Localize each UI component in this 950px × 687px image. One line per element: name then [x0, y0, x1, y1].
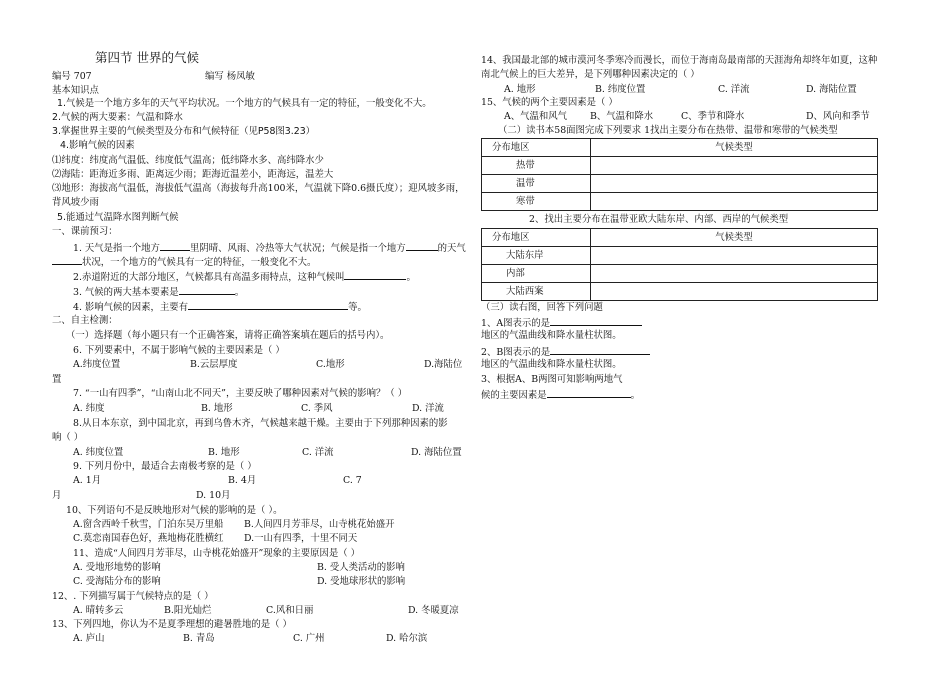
q9-option-c-cont: 月	[52, 490, 62, 501]
q12-option-c[interactable]: C.风和日丽	[266, 605, 314, 616]
preview-q1: 1. 天气是指一个地方 里阴晴、风雨、冷热等大气状况；气候是指一个地方 的天气	[73, 243, 466, 254]
q13-option-c[interactable]: C. 广州	[293, 633, 325, 644]
blank[interactable]	[344, 271, 406, 280]
q14-option-b[interactable]: B. 纬度位置	[595, 84, 646, 95]
q6-option-d-cont: 置	[52, 374, 62, 385]
q12-option-b[interactable]: B.阳光灿烂	[164, 605, 212, 616]
q10-option-d[interactable]: D.一山有四季，十里不同天	[244, 533, 358, 544]
table-row-label: 温带	[482, 175, 591, 193]
q10-option-a[interactable]: A.窗含西岭千秋雪，门泊东吴万里船	[73, 519, 224, 530]
q9-option-c[interactable]: C. 7	[343, 475, 362, 486]
knowledge-point-2: 2.气候的两大要素：气温和降水	[52, 112, 183, 123]
q6-option-d[interactable]: D.海陆位	[424, 359, 463, 370]
q11-option-b[interactable]: B. 受人类活动的影响	[317, 562, 405, 573]
question-7: 7. “一山有四季”，“山南山北不同天”，主要反映了哪种因素对气候的影响？（ ）	[73, 388, 408, 399]
q13-option-a[interactable]: A. 庐山	[73, 633, 105, 644]
climate-zone-table	[481, 138, 878, 211]
q14-option-a[interactable]: A. 地形	[504, 84, 536, 95]
question-14: 14、我国最北部的城市漠河冬季寒冷而漫长，而位于海南岛最南部的天涯海角却终年如夏，这种	[481, 55, 878, 66]
q8-option-d[interactable]: D. 海陆位置	[411, 447, 462, 458]
q7-option-b[interactable]: B. 地形	[201, 403, 233, 414]
question-12: 12、. 下列描写属于气候特点的是（ ）	[52, 591, 214, 602]
question-8: 8.从日本东京，到中国北京，再到乌鲁木齐，气候越来越干燥。主要由于下列那种因素的影	[73, 418, 448, 429]
table-cell-input[interactable]	[591, 175, 878, 193]
read-q1-cont: 地区的气温曲线和降水量柱状图。	[481, 330, 622, 341]
question-10: 10、下列语句不是反映地形对气候的影响的是（ ）。	[66, 505, 283, 516]
read-q3-cont: 候的主要因素是 。	[481, 390, 641, 401]
q15-option-b[interactable]: B、气温和降水	[590, 111, 654, 122]
preview-heading: 一、课前预习：	[52, 226, 118, 237]
temperate-coast-table	[481, 228, 878, 301]
q7-option-d[interactable]: D. 洋流	[412, 403, 444, 414]
blank[interactable]	[160, 242, 190, 251]
preview-q4: 4. 影响气候的因素，主要有 等。	[73, 302, 367, 313]
table-row-label: 大陆西案	[482, 283, 591, 301]
q12-option-a[interactable]: A. 晴转多云	[73, 605, 124, 616]
blank[interactable]	[52, 256, 82, 265]
table-row-label: 内部	[482, 265, 591, 283]
knowledge-point-3: 3.掌握世界主要的气候类型及分布和气候特征（见P58图3.23）	[52, 126, 316, 137]
knowledge-heading: 基本知识点	[52, 85, 99, 96]
q6-option-c[interactable]: C.地形	[316, 359, 345, 370]
table-header-region: 分布地区	[482, 139, 591, 157]
preview-q1-cont: 状况，一个地方的气候具有一定的特征，一般变化不大。	[52, 256, 316, 267]
table-header-type: 气候类型	[591, 139, 878, 157]
q8-option-b[interactable]: B. 地形	[208, 447, 240, 458]
table2-title: 2、找出主要分布在温带亚欧大陆东岸、内部、西岸的气候类型	[529, 214, 789, 225]
section2-heading: （二）读书本58面图完成下列要求 1找出主要分布在热带、温带和寒带的气候类型	[498, 125, 838, 136]
read-q1: 1、A图表示的是	[481, 317, 642, 328]
read-q3: 3、根据A、B两图可知影响两地气	[481, 374, 623, 385]
table-cell-input[interactable]	[591, 247, 878, 265]
blank[interactable]	[179, 286, 235, 295]
table-header-region: 分布地区	[482, 229, 591, 247]
q8-option-a[interactable]: A. 纬度位置	[73, 447, 124, 458]
table-cell-input[interactable]	[591, 283, 878, 301]
q9-option-d[interactable]: D. 10月	[196, 490, 231, 501]
q15-option-d[interactable]: D、风向和季节	[806, 111, 870, 122]
q8-option-c[interactable]: C. 洋流	[302, 447, 334, 458]
knowledge-point-4b: ⑵海陆：距海近多雨、距离远少雨；距海近温差小，距海远，温差大	[52, 169, 334, 180]
q7-option-c[interactable]: C. 季风	[301, 403, 333, 414]
question-15: 15、气候的两个主要因素是（ ）	[481, 97, 618, 108]
q7-option-a[interactable]: A. 纬度	[73, 403, 105, 414]
table-header-type: 气候类型	[591, 229, 878, 247]
self-test-heading: 二、自主检测：	[52, 315, 118, 326]
blank[interactable]	[550, 346, 650, 355]
section3-heading: （三）读右图，回答下列问题	[481, 302, 603, 313]
question-9: 9. 下列月份中，最适合去南极考察的是（ ）	[73, 461, 257, 472]
q14-option-c[interactable]: C. 洋流	[718, 84, 750, 95]
knowledge-point-4: 4.影响气候的因素	[60, 140, 135, 151]
knowledge-point-5: 5.能通过气温降水图判断气候	[57, 212, 179, 223]
preview-q3: 3. 气候的两大基本要素是 。	[73, 287, 245, 298]
blank[interactable]	[547, 389, 631, 398]
question-8-cont: 响（ ）	[52, 432, 84, 443]
blank[interactable]	[406, 242, 438, 251]
question-13: 13、下列四地，你认为不是夏季理想的避暑胜地的是（ ）	[52, 619, 292, 630]
q14-option-d[interactable]: D. 海陆位置	[806, 84, 857, 95]
q9-option-b[interactable]: B. 4月	[228, 475, 257, 486]
q15-option-c[interactable]: C、季节和降水	[681, 111, 745, 122]
q6-option-b[interactable]: B.云层厚度	[190, 359, 238, 370]
read-q2-cont: 地区的气温曲线和降水量柱状图。	[481, 359, 622, 370]
doc-author: 编写 杨凤敏	[205, 71, 255, 82]
blank[interactable]	[188, 301, 348, 310]
q12-option-d[interactable]: D. 冬暖夏凉	[408, 605, 459, 616]
table-cell-input[interactable]	[591, 265, 878, 283]
question-11: 11、造成“人间四月芳菲尽，山寺桃花始盛开”现象的主要原因是（ ）	[73, 548, 360, 559]
q6-option-a[interactable]: A.纬度位置	[73, 359, 121, 370]
q11-option-d[interactable]: D. 受地球形状的影响	[317, 576, 406, 587]
choice-heading: （一）选择题（每小题只有一个正确答案，请将正确答案填在题后的括号内）。	[66, 330, 390, 341]
preview-q2: 2.赤道附近的大部分地区，气候都具有高温多雨特点，这种气候叫 。	[73, 272, 416, 283]
page-title: 第四节 世界的气候	[95, 50, 199, 65]
knowledge-point-4c: ⑶地形：海拔高气温低，海拔低气温高（海拔每升高100米，气温就下降0.6摄氏度）；迎风坡多雨，	[52, 183, 465, 194]
q15-option-a[interactable]: A、气温和风气	[504, 111, 568, 122]
table-cell-input[interactable]	[591, 157, 878, 175]
knowledge-point-4c-cont: 背风坡少雨	[52, 197, 99, 208]
table-row-label: 热带	[482, 157, 591, 175]
q11-option-c[interactable]: C. 受海陆分布的影响	[73, 576, 161, 587]
table-row-label: 大陆东岸	[482, 247, 591, 265]
read-q2: 2、B图表示的是	[481, 346, 650, 357]
q11-option-a[interactable]: A. 受地形地势的影响	[73, 562, 161, 573]
q10-option-c[interactable]: C.莫恋南国春色好，燕地梅花胜横红	[73, 533, 224, 544]
table-row-label: 寒带	[482, 193, 591, 211]
knowledge-point-4a: ⑴纬度：纬度高气温低、纬度低气温高；低纬降水多、高纬降水少	[52, 155, 324, 166]
q10-option-b[interactable]: B.人间四月芳菲尽，山寺桃花始盛开	[244, 519, 395, 530]
q9-option-a[interactable]: A. 1月	[73, 475, 102, 486]
knowledge-point-1: 1.气候是一个地方多年的天气平均状况。一个地方的气候具有一定的特征，一般变化不大。	[57, 98, 432, 109]
table-cell-input[interactable]	[591, 193, 878, 211]
question-14-cont: 南北气候上的巨大差异，是下列哪种因素决定的（ ）	[481, 69, 700, 80]
question-6: 6. 下列要素中，不属于影响气候的主要因素是（ ）	[73, 345, 285, 356]
blank[interactable]	[550, 317, 642, 326]
doc-code: 编号 707	[52, 71, 92, 82]
q13-option-b[interactable]: B. 青岛	[183, 633, 215, 644]
q13-option-d[interactable]: D. 哈尔滨	[386, 633, 428, 644]
